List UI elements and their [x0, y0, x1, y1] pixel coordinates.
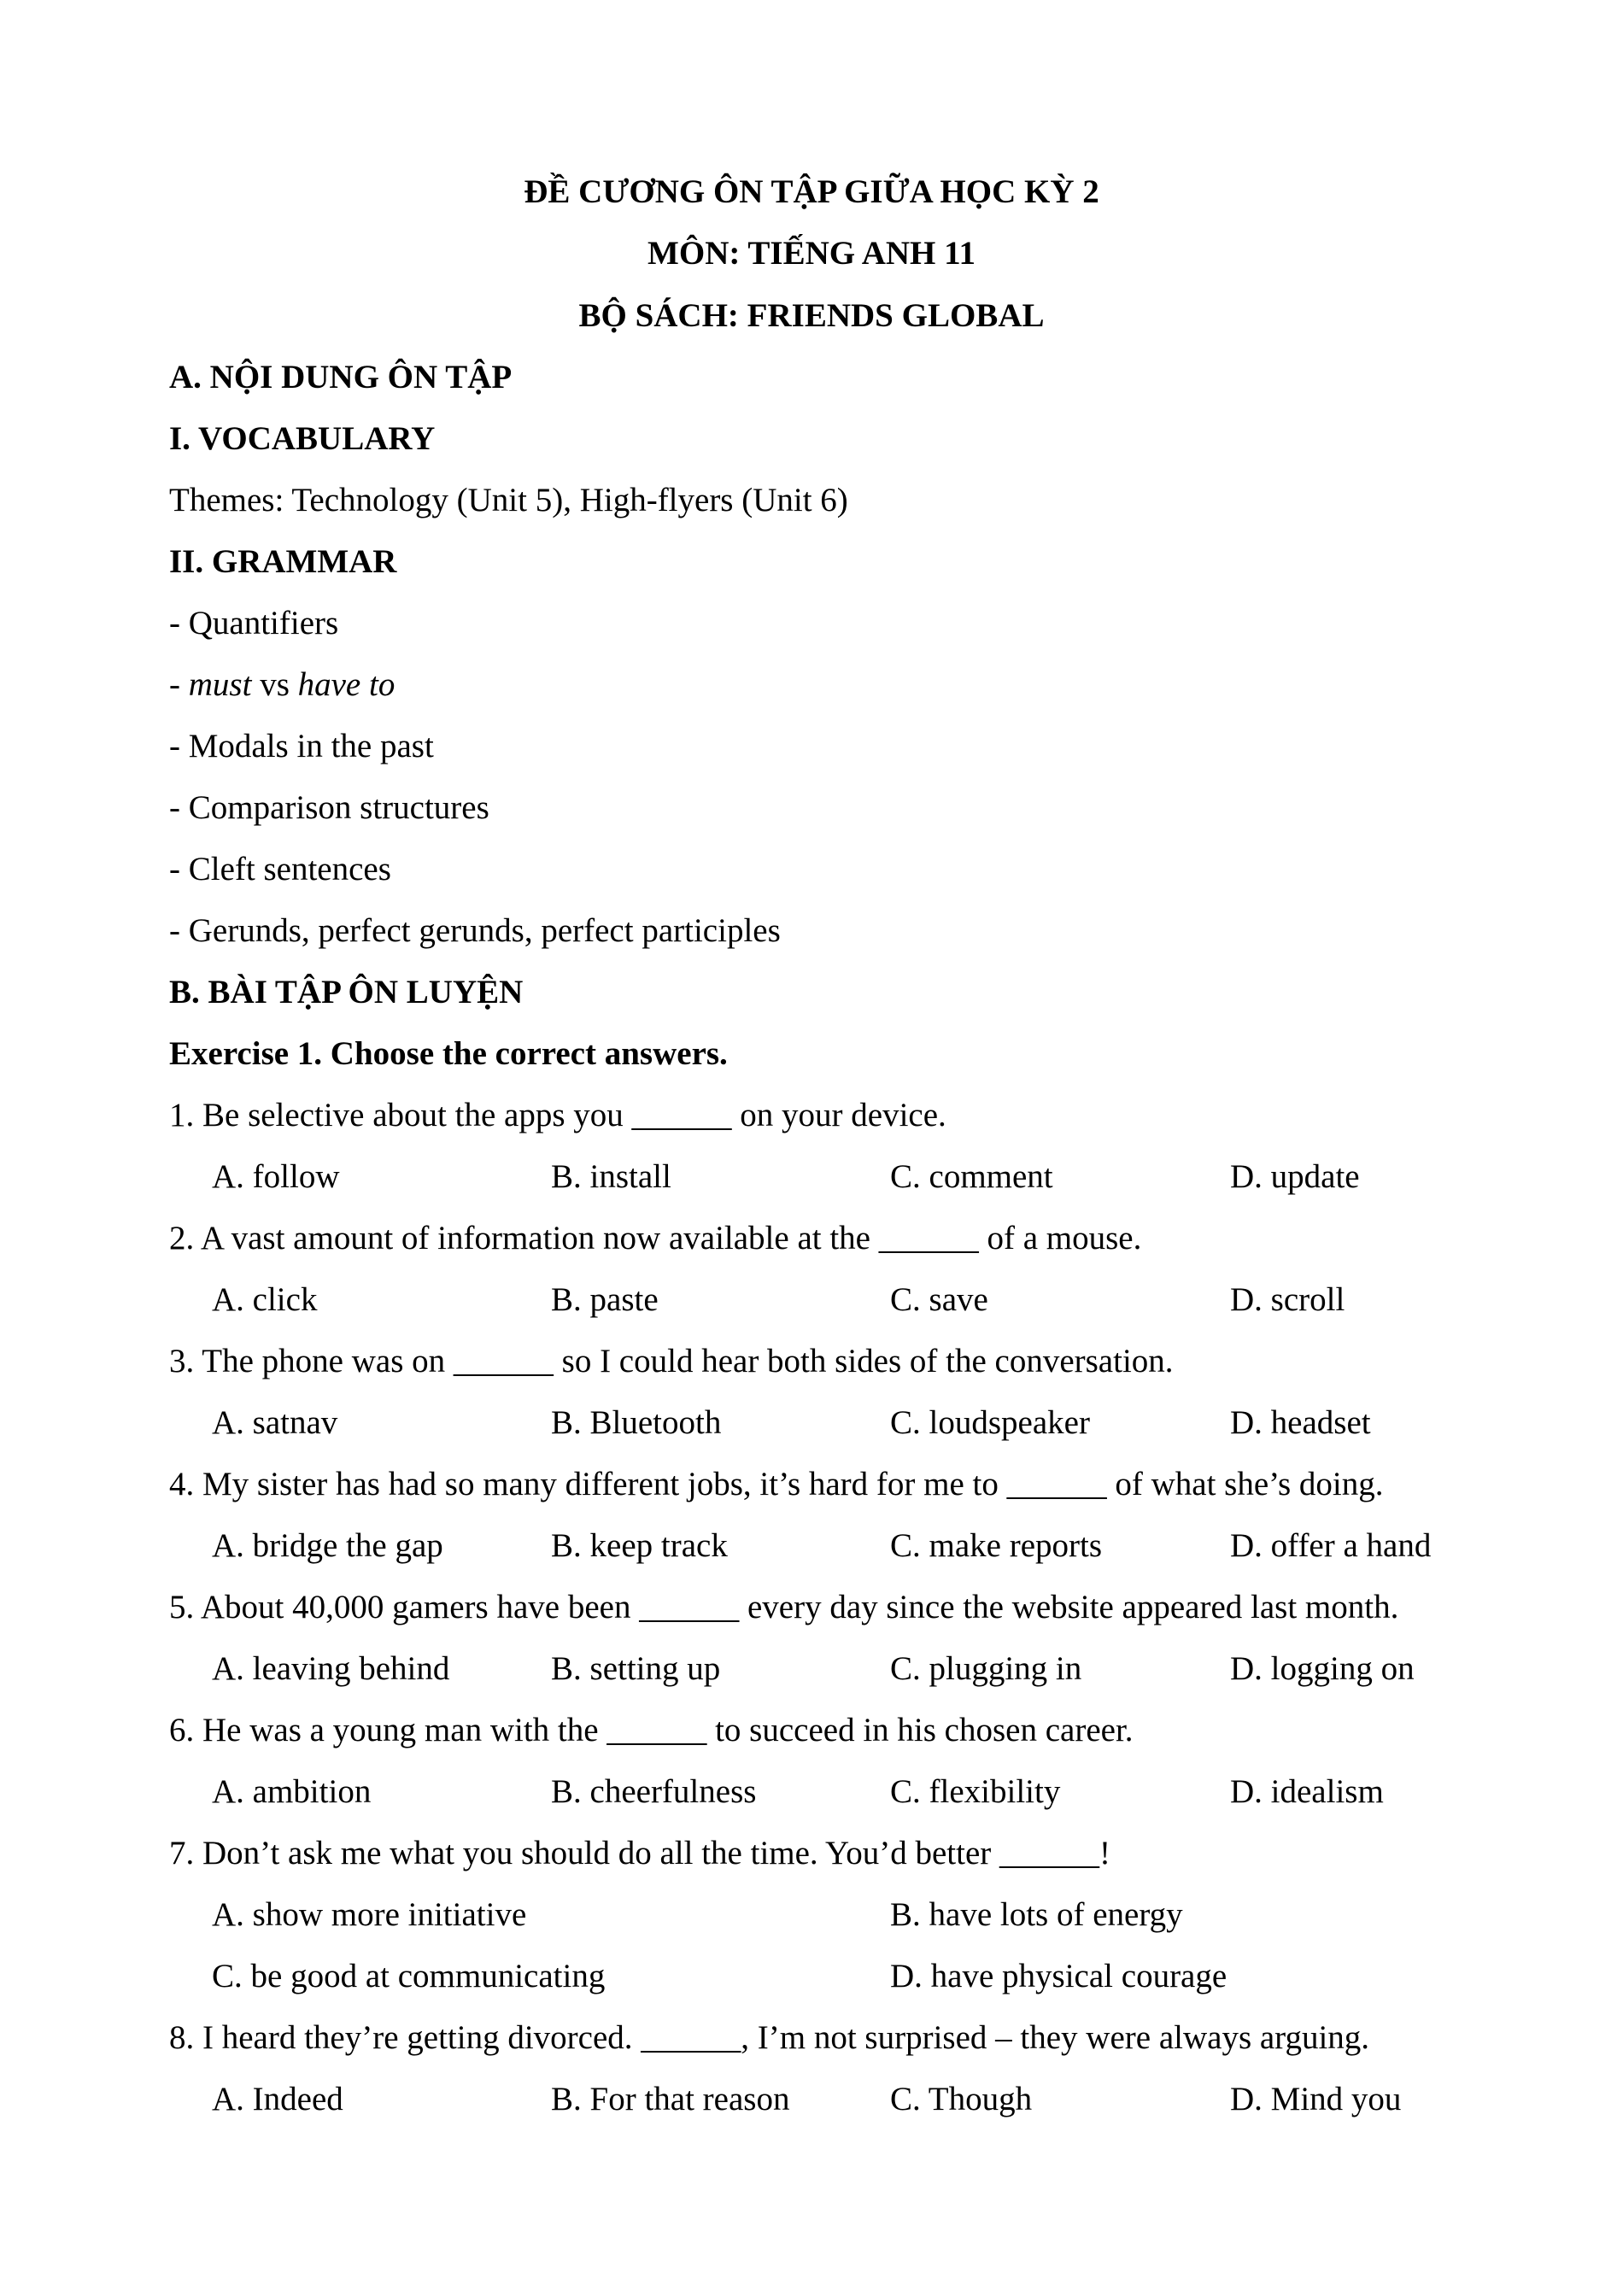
question-text: 7. Don’t ask me what you should do all the time. You’d better ______! [169, 1835, 1110, 1871]
grammar-item: - Comparison structures [169, 789, 489, 826]
answer-option[interactable]: A. leaving behind [212, 1650, 450, 1687]
answer-option[interactable]: B. paste [551, 1281, 659, 1318]
question-text: 3. The phone was on ______ so I could hear both sides of the conversation. [169, 1343, 1174, 1379]
grammar-item: - Modals in the past [169, 728, 434, 764]
question-text: 5. About 40,000 gamers have been ______ every day since the website appeared last month. [169, 1589, 1399, 1625]
answer-option[interactable]: C. be good at communicating [212, 1958, 606, 1994]
grammar-item: - Cleft sentences [169, 851, 391, 887]
answer-option[interactable]: C. comment [890, 1158, 1053, 1195]
answer-option[interactable]: D. idealism [1230, 1773, 1384, 1810]
answer-option[interactable]: A. show more initiative [212, 1896, 527, 1933]
grammar-item: - Gerunds, perfect gerunds, perfect participles [169, 912, 781, 949]
answer-option[interactable]: C. plugging in [890, 1650, 1082, 1687]
answer-option[interactable]: C. save [890, 1281, 988, 1318]
answer-option[interactable]: A. Indeed [212, 2081, 343, 2117]
section-a-heading: A. NỘI DUNG ÔN TẬP [169, 359, 513, 395]
answer-option[interactable]: D. have physical courage [890, 1958, 1228, 1994]
answer-option[interactable]: B. have lots of energy [890, 1896, 1183, 1933]
answer-option[interactable]: C. loudspeaker [890, 1404, 1090, 1441]
answer-option[interactable]: B. cheerfulness [551, 1773, 757, 1810]
question-text: 2. A vast amount of information now available at the ______ of a mouse. [169, 1220, 1142, 1256]
answer-option[interactable]: B. For that reason [551, 2081, 790, 2117]
vocab-heading: I. VOCABULARY [169, 420, 436, 457]
exercise-title: Exercise 1. Choose the correct answers. [169, 1035, 728, 1072]
doc-subject: MÔN: TIẾNG ANH 11 [647, 235, 976, 272]
question-text: 1. Be selective about the apps you ______ on your device. [169, 1097, 946, 1133]
answer-option[interactable]: A. click [212, 1281, 318, 1318]
answer-option[interactable]: B. Bluetooth [551, 1404, 722, 1441]
answer-option[interactable]: B. setting up [551, 1650, 721, 1687]
question-text: 4. My sister has had so many different jobs, it’s hard for me to ______ of what she’s doing. [169, 1466, 1384, 1502]
answer-option[interactable]: D. scroll [1230, 1281, 1345, 1318]
grammar-heading: II. GRAMMAR [169, 543, 397, 580]
grammar-item-dash: - [169, 666, 189, 703]
vocab-text: Themes: Technology (Unit 5), High-flyers (Unit 6) [169, 482, 848, 518]
section-b-heading: B. BÀI TẬP ÔN LUYỆN [169, 974, 524, 1010]
answer-option[interactable]: A. follow [212, 1158, 340, 1195]
grammar-item-have-to: have to [297, 666, 395, 703]
doc-title: ĐỀ CƯƠNG ÔN TẬP GIỮA HỌC KỲ 2 [524, 173, 1099, 210]
answer-option[interactable]: D. headset [1230, 1404, 1371, 1441]
grammar-item: - Quantifiers [169, 605, 339, 641]
answer-option[interactable]: B. keep track [551, 1527, 728, 1564]
answer-option[interactable]: A. bridge the gap [212, 1527, 443, 1564]
answer-option[interactable]: D. offer a hand [1230, 1527, 1432, 1564]
grammar-item-must: must [188, 666, 252, 703]
doc-book: BỘ SÁCH: FRIENDS GLOBAL [578, 297, 1045, 334]
answer-option[interactable]: D. Mind you [1230, 2081, 1402, 2117]
answer-option[interactable]: C. Though [890, 2081, 1033, 2117]
answer-option[interactable]: A. satnav [212, 1404, 338, 1441]
answer-option[interactable]: C. flexibility [890, 1773, 1061, 1810]
answer-option[interactable]: A. ambition [212, 1773, 372, 1810]
answer-option[interactable]: D. update [1230, 1158, 1360, 1195]
grammar-item [169, 668, 395, 701]
answer-option[interactable]: C. make reports [890, 1527, 1103, 1564]
answer-option[interactable]: B. install [551, 1158, 671, 1195]
question-text: 8. I heard they’re getting divorced. ______, I’m not surprised – they were always arguing. [169, 2019, 1370, 2056]
grammar-item-vs: vs [251, 666, 298, 703]
question-text: 6. He was a young man with the ______ to succeed in his chosen career. [169, 1712, 1134, 1748]
answer-option[interactable]: D. logging on [1230, 1650, 1415, 1687]
